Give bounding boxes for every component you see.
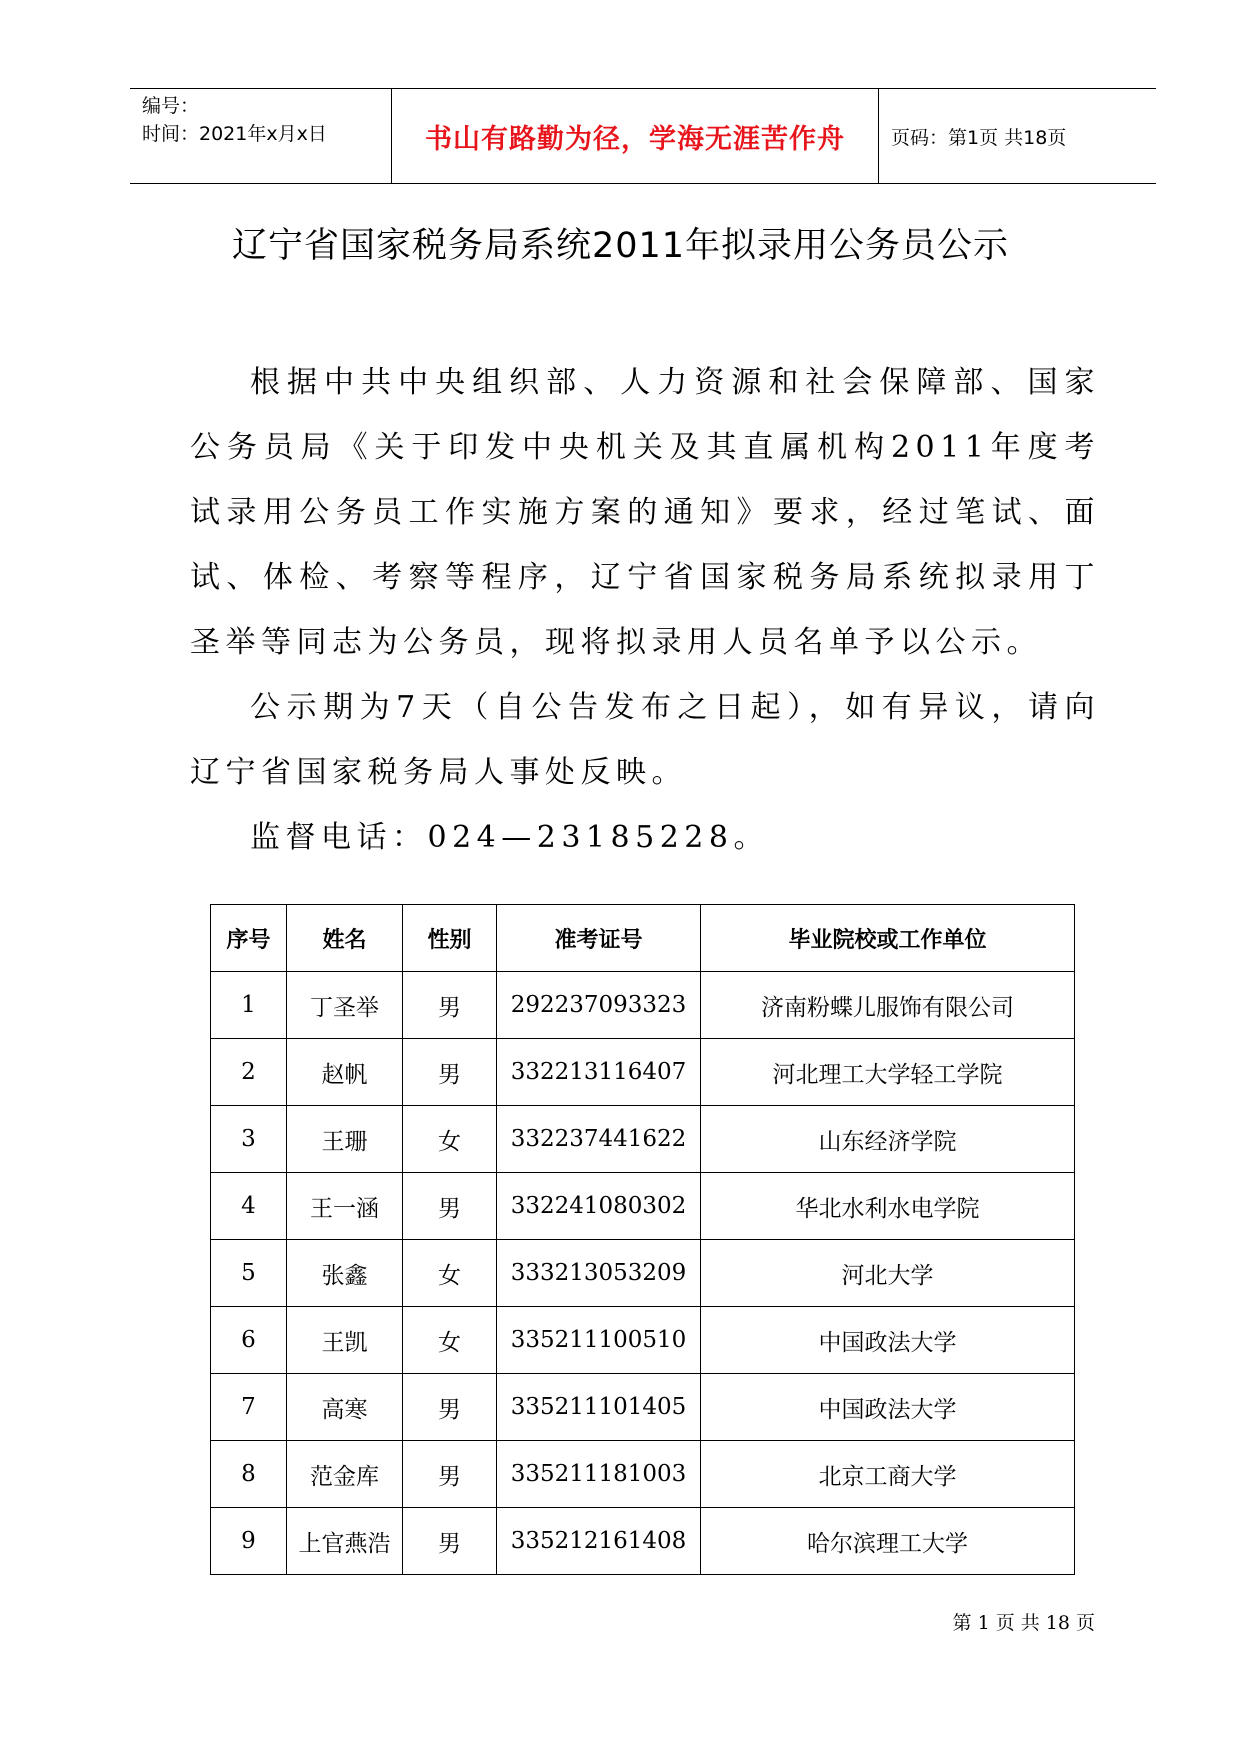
cell-index: 7: [211, 1374, 287, 1441]
cell-index: 1: [211, 972, 287, 1039]
paragraph-notice-period: 公示期为7天（自公告发布之日起），如有异议，请向辽宁省国家税务局人事处反映。: [190, 690, 1100, 790]
header-exam-id: 准考证号: [497, 905, 701, 972]
paragraph-intro: 根据中共中央组织部、人力资源和社会保障部、国家公务员局《关于印发中央机关及其直属机构2011年度考试录用公务员工作实施方案的通知》要求，经过笔试、面试、体检、考察等程序，辽宁省国家税务局系统拟录用丁圣举等同志为公务员，现将拟录用人员名单予以公示。: [190, 365, 1100, 660]
table-row: [211, 1508, 1075, 1575]
document-title: 辽宁省国家税务局系统2011年拟录用公务员公示: [231, 226, 1010, 266]
document-body: [190, 350, 1100, 870]
table-row: [211, 972, 1075, 1039]
cell-index: 9: [211, 1508, 287, 1575]
page-footer: 第 1 页 共 18 页: [952, 1612, 1095, 1634]
cell-gender: 男: [403, 1508, 497, 1575]
cell-school: 华北水利水电学院: [701, 1173, 1075, 1240]
cell-exam-id: 335212161408: [497, 1508, 701, 1575]
cell-name: 张鑫: [287, 1240, 403, 1307]
cell-gender: 男: [403, 1173, 497, 1240]
cell-name: 高寒: [287, 1374, 403, 1441]
code-label: 编号：: [142, 95, 200, 117]
cell-gender: 女: [403, 1240, 497, 1307]
time-line: 时间：2021年x月x日: [142, 123, 327, 145]
cell-gender: 男: [403, 972, 497, 1039]
header-gender: 性别: [403, 905, 497, 972]
table-row: [211, 1374, 1075, 1441]
header-motto: 书山有路勤为径，学海无涯苦作舟: [392, 89, 879, 183]
cell-name: 丁圣举: [287, 972, 403, 1039]
cell-exam-id: 292237093323: [497, 972, 701, 1039]
cell-gender: 女: [403, 1106, 497, 1173]
cell-school: 哈尔滨理工大学: [701, 1508, 1075, 1575]
cell-name: 王凯: [287, 1307, 403, 1374]
cell-name: 王一涵: [287, 1173, 403, 1240]
cell-exam-id: 333213053209: [497, 1240, 701, 1307]
table-row: [211, 1039, 1075, 1106]
cell-school: 北京工商大学: [701, 1441, 1075, 1508]
cell-exam-id: 335211181003: [497, 1441, 701, 1508]
table-header-row: [211, 905, 1075, 972]
cell-index: 3: [211, 1106, 287, 1173]
cell-exam-id: 335211100510: [497, 1307, 701, 1374]
cell-gender: 男: [403, 1039, 497, 1106]
cell-exam-id: 332213116407: [497, 1039, 701, 1106]
table-row: [211, 1240, 1075, 1307]
cell-gender: 男: [403, 1374, 497, 1441]
cell-exam-id: 335211101405: [497, 1374, 701, 1441]
cell-index: 8: [211, 1441, 287, 1508]
cell-school: 河北大学: [701, 1240, 1075, 1307]
header-meta: [130, 89, 392, 183]
header-school: 毕业院校或工作单位: [701, 905, 1075, 972]
cell-school: 河北理工大学轻工学院: [701, 1039, 1075, 1106]
roster-table: [210, 904, 1075, 1575]
header-page-info: 页码：第1页 共18页: [891, 126, 1067, 149]
cell-school: 中国政法大学: [701, 1307, 1075, 1374]
table-row: [211, 1173, 1075, 1240]
cell-name: 范金库: [287, 1441, 403, 1508]
cell-school: 山东经济学院: [701, 1106, 1075, 1173]
cell-school: 中国政法大学: [701, 1374, 1075, 1441]
cell-gender: 男: [403, 1441, 497, 1508]
cell-school: 济南粉蝶儿服饰有限公司: [701, 972, 1075, 1039]
cell-index: 5: [211, 1240, 287, 1307]
table-row: [211, 1307, 1075, 1374]
cell-gender: 女: [403, 1307, 497, 1374]
cell-index: 4: [211, 1173, 287, 1240]
header-index: 序号: [211, 905, 287, 972]
cell-index: 6: [211, 1307, 287, 1374]
cell-name: 赵帆: [287, 1039, 403, 1106]
cell-exam-id: 332237441622: [497, 1106, 701, 1173]
header-name: 姓名: [287, 905, 403, 972]
cell-index: 2: [211, 1039, 287, 1106]
page-header: [130, 88, 1156, 184]
table-row: [211, 1106, 1075, 1173]
paragraph-hotline: 监督电话：024—23185228。: [250, 820, 769, 855]
cell-exam-id: 332241080302: [497, 1173, 701, 1240]
table-row: [211, 1441, 1075, 1508]
cell-name: 上官燕浩: [287, 1508, 403, 1575]
cell-name: 王珊: [287, 1106, 403, 1173]
